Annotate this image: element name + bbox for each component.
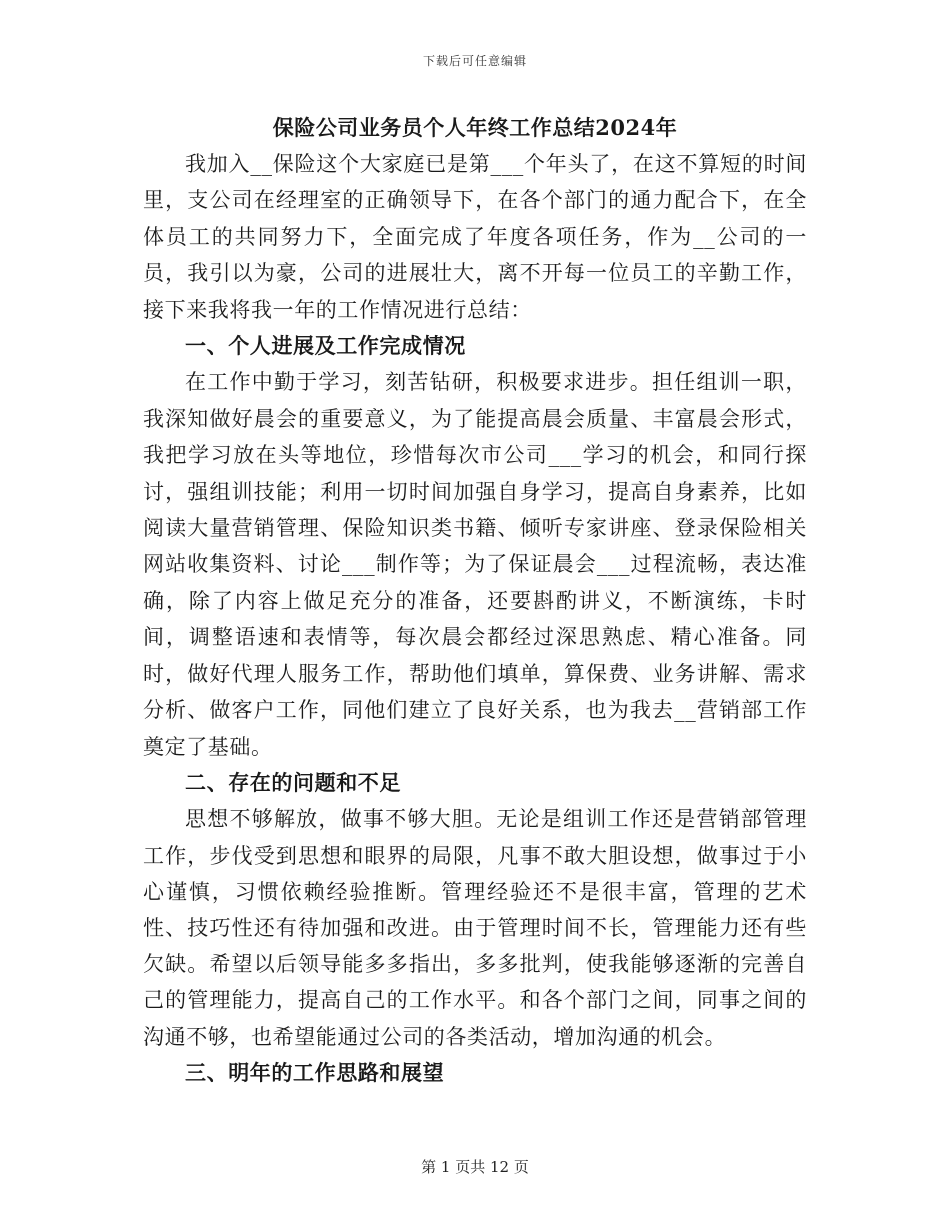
- intro-paragraph: 我加入__保险这个大家庭已是第___个年头了，在这不算短的时间里，支公司在经理室的正确领导下，在各个部门的通力配合下，在全体员工的共同努力下，全面完成了年度各项任务，作为__公司的一员，我引以为豪，公司的进展壮大，离不开每一位员工的辛勤工作，接下来我将我一年的工作情况进行总结：: [143, 152, 807, 322]
- page-footer: 第 1 页共 12 页: [421, 1158, 529, 1176]
- section-heading-3: 三、明年的工作思路和展望: [185, 1059, 445, 1085]
- section-heading-1: 一、个人进展及工作完成情况: [185, 333, 466, 359]
- document-title: 保险公司业务员个人年终工作总结2024年: [272, 115, 678, 140]
- section-2-paragraph: 思想不够解放，做事不够大胆。无论是组训工作还是营销部管理工作，步伐受到思想和眼界的局限，凡事不敢大胆设想，做事过于小心谨慎，习惯依赖经验推断。管理经验还不是很丰富，管理的艺术性、技巧性还有待加强和改进。由于管理时间不长，管理能力还有些欠缺。希望以后领导能多多指出，多多批判，使我能够逐渐的完善自己的管理能力，提高自己的工作水平。和各个部门之间，同事之间的沟通不够，也希望能通过公司的各类活动，增加沟通的机会。: [143, 807, 807, 1049]
- download-note: 下载后可任意编辑: [422, 54, 527, 68]
- document-body: [143, 110, 807, 1091]
- section-1-paragraph: 在工作中勤于学习，刻苦钻研，积极要求进步。担任组训一职，我深知做好晨会的重要意义，为了能提高晨会质量、丰富晨会形式，我把学习放在头等地位，珍惜每次市公司___学习的机会，和同行探讨，强组训技能；利用一切时间加强自身学习，提高自身素养，比如阅读大量营销管理、保险知识类书籍、倾听专家讲座、登录保险相关网站收集资料、讨论___制作等；为了保证晨会___过程流畅，表达准确，除了内容上做足充分的准备，还要斟酌讲义，不断演练，卡时间，调整语速和表情等，每次晨会都经过深思熟虑、精心准备。同时，做好代理人服务工作，帮助他们填单，算保费、业务讲解、需求分析、做客户工作，同他们建立了良好关系，也为我去__营销部工作奠定了基础。: [143, 370, 807, 759]
- section-heading-2: 二、存在的问题和不足: [185, 769, 401, 795]
